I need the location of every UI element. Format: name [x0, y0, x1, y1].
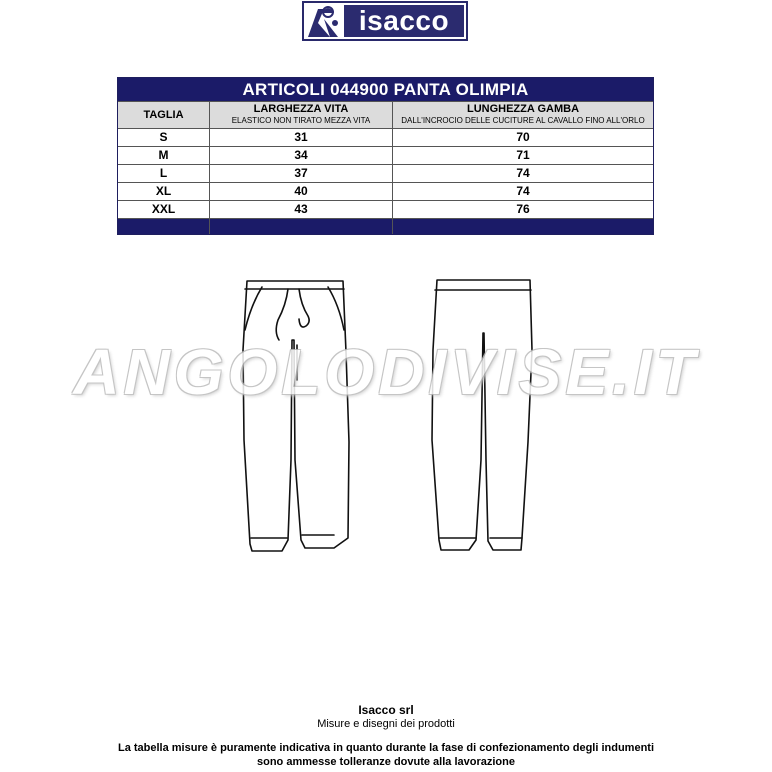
leg-cell: 74 — [516, 184, 530, 198]
leg-cell: 74 — [516, 166, 530, 180]
size-cell: L — [118, 165, 210, 182]
waist-cell: 37 — [210, 165, 393, 182]
waist-cell: 43 — [210, 201, 393, 218]
disclaimer-line-2: sono ammesse tolleranze dovute alla lavorazione — [257, 756, 515, 768]
disclaimer — [0, 741, 772, 769]
header-leg-label: LUNGHEZZA GAMBA — [466, 103, 580, 115]
size-cell: XXL — [118, 201, 210, 218]
pants-back-view — [432, 280, 532, 550]
leg-cell: 71 — [516, 148, 530, 162]
watermark: ANGOLODIVISE.IT — [73, 336, 699, 408]
size-cell: M — [118, 147, 210, 164]
waist-cell: 31 — [210, 129, 393, 146]
header-waist-note: ELASTICO NON TIRATO MEZZA VITA — [231, 116, 371, 125]
size-cell: XL — [118, 183, 210, 200]
footer-subtitle: Misure e disegni dei prodotti — [317, 718, 455, 730]
waist-cell: 40 — [210, 183, 393, 200]
brand-name: isacco — [344, 5, 464, 37]
disclaimer-line-1: La tabella misure è puramente indicativa in quanto durante la fase di confezionamento degli indumenti — [117, 742, 655, 754]
company-name: Isacco srl — [358, 703, 414, 717]
header-waist-label: LARGHEZZA VITA — [253, 103, 349, 115]
waist-cell: 34 — [210, 147, 393, 164]
size-cell: S — [118, 129, 210, 146]
header-size: TAGLIA — [118, 102, 210, 128]
table-title: ARTICOLI 044900 PANTA OLIMPIA — [118, 78, 653, 101]
header-leg-note: DALL'INCROCIO DELLE CUCITURE AL CAVALLO FINO ALL'ORLO — [401, 116, 645, 125]
pants-front-view — [243, 281, 349, 551]
leg-cell: 76 — [516, 202, 530, 216]
leg-cell: 70 — [516, 130, 530, 144]
